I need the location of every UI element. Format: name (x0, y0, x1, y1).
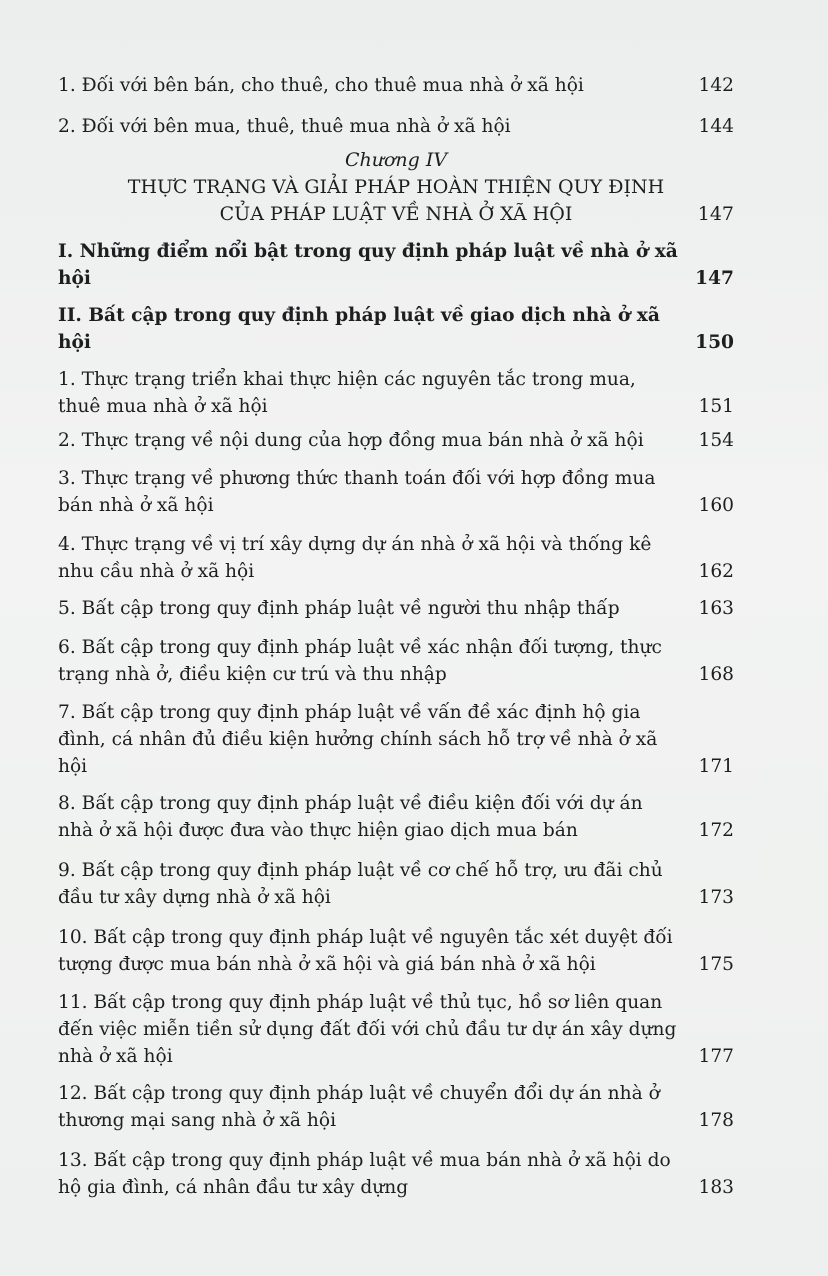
toc-item (58, 924, 734, 978)
toc-item (58, 1080, 734, 1134)
toc-item-text: 6. Bất cập trong quy định pháp luật về xác nhận đối tượng, thực trạng nhà ở, điều kiện cư trú và thu nhập (58, 637, 662, 685)
toc-item-page: 163 (698, 598, 734, 619)
chapter-title-line2: CỦA PHÁP LUẬT VỀ NHÀ Ở XÃ HỘI (219, 203, 573, 225)
toc-item-page: 172 (698, 820, 734, 841)
toc-item-page: 162 (698, 561, 734, 582)
toc-item-page: 173 (698, 887, 734, 908)
toc-item-text: 10. Bất cập trong quy định pháp luật về nguyên tắc xét duyệt đối tượng được mua bán nhà ở xã hội và giá bán nhà ở xã hội (58, 927, 673, 975)
toc-item (58, 790, 734, 844)
toc-item-page: 177 (698, 1046, 734, 1067)
toc-entry-text: 2. Đối với bên mua, thuê, thuê mua nhà ở xã hội (58, 116, 511, 137)
chapter-number: Chương IV (344, 149, 448, 171)
toc-item (58, 1147, 734, 1201)
toc-item-text: 4. Thực trạng về vị trí xây dựng dự án nhà ở xã hội và thống kê nhu cầu nhà ở xã hội (58, 534, 652, 582)
toc-item (58, 857, 734, 911)
toc-item (58, 699, 734, 780)
toc-item (58, 366, 734, 420)
toc-entry-text: 1. Đối với bên bán, cho thuê, cho thuê mua nhà ở xã hội (58, 75, 584, 96)
toc-item-page: 154 (698, 430, 734, 451)
toc-item-page: 175 (698, 954, 734, 975)
toc-section-page: 150 (695, 332, 734, 353)
toc-item-text: 11. Bất cập trong quy định pháp luật về thủ tục, hồ sơ liên quan đến việc miễn tiền sử dụng đất đối với chủ đầu tư dự án xây dựng nhà ở xã hội (58, 992, 677, 1067)
toc-item-text: 2. Thực trạng về nội dung của hợp đồng mua bán nhà ở xã hội (58, 430, 644, 451)
toc-item-page: 171 (698, 756, 734, 777)
toc-section-page: 147 (695, 268, 734, 289)
toc-item-page: 183 (698, 1177, 734, 1198)
toc-item (58, 531, 734, 585)
toc-item (58, 595, 734, 622)
toc-item-page: 168 (698, 664, 734, 685)
toc-item-text: 5. Bất cập trong quy định pháp luật về người thu nhập thấp (58, 598, 620, 619)
toc-item-page: 178 (698, 1110, 734, 1131)
chapter-page: 147 (697, 203, 734, 225)
toc-entry (58, 72, 734, 99)
toc-item-text: 12. Bất cập trong quy định pháp luật về chuyển đổi dự án nhà ở thương mại sang nhà ở xã hội (58, 1083, 660, 1131)
toc-section (58, 302, 734, 356)
toc-item-page: 151 (698, 396, 734, 417)
toc-section (58, 238, 734, 292)
toc-item (58, 634, 734, 688)
toc-item-text: 1. Thực trạng triển khai thực hiện các nguyên tắc trong mua, thuê mua nhà ở xã hội (58, 369, 636, 417)
toc-entry-page: 142 (698, 75, 734, 96)
toc-item-text: 8. Bất cập trong quy định pháp luật về điều kiện đối với dự án nhà ở xã hội được đưa vào thực hiện giao dịch mua bán (58, 793, 643, 841)
toc-item-text: 9. Bất cập trong quy định pháp luật về cơ chế hỗ trợ, ưu đãi chủ đầu tư xây dựng nhà ở xã hội (58, 860, 663, 908)
toc-item (58, 989, 734, 1070)
toc-entry-page: 144 (698, 116, 734, 137)
toc-item-text: 3. Thực trạng về phương thức thanh toán đối với hợp đồng mua bán nhà ở xã hội (58, 468, 656, 516)
toc-item-page: 160 (698, 495, 734, 516)
toc-section-text: I. Những điểm nổi bật trong quy định pháp luật về nhà ở xã hội (58, 241, 678, 289)
toc-item-text: 13. Bất cập trong quy định pháp luật về mua bán nhà ở xã hội do hộ gia đình, cá nhân đầu tư xây dựng (58, 1150, 671, 1198)
toc-item (58, 465, 734, 519)
toc-item (58, 427, 734, 454)
toc-item-text: 7. Bất cập trong quy định pháp luật về vấn đề xác định hộ gia đình, cá nhân đủ điều kiện hưởng chính sách hỗ trợ về nhà ở xã hội (58, 702, 658, 777)
chapter-title-line1: THỰC TRẠNG VÀ GIẢI PHÁP HOÀN THIỆN QUY ĐỊNH (127, 176, 665, 198)
toc-entry (58, 113, 734, 140)
chapter-heading (58, 147, 734, 228)
toc-section-text: II. Bất cập trong quy định pháp luật về giao dịch nhà ở xã hội (58, 305, 660, 353)
